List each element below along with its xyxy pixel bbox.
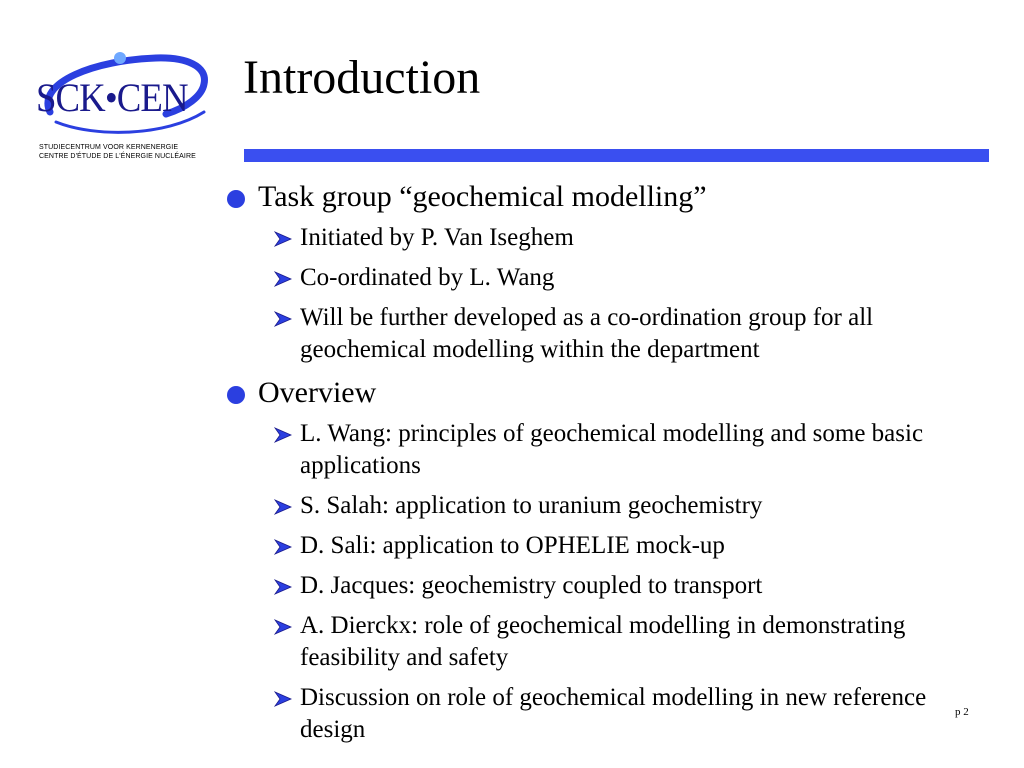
sub-bullet xyxy=(298,682,964,746)
slide-title: Introduction xyxy=(243,51,481,104)
sub-bullet-text: D. Sali: application to OPHELIE mock-up xyxy=(300,532,725,559)
sub-bullet-text: D. Jacques: geochemistry coupled to transport xyxy=(300,572,763,599)
bullet-text: Task group “geochemical modelling” xyxy=(258,180,707,213)
sub-bullet xyxy=(298,610,964,674)
sub-bullet-text: L. Wang: principles of geochemical modelling and some basic applications xyxy=(300,420,924,479)
arrowhead-bullet-icon xyxy=(274,539,292,555)
round-bullet-icon xyxy=(227,190,245,208)
sub-bullet-text: Will be further developed as a co-ordination group for all geochemical modelling within the department xyxy=(300,304,874,363)
arrowhead-bullet-icon xyxy=(274,619,292,635)
bullet-text: Overview xyxy=(258,376,377,409)
round-bullet-icon xyxy=(227,386,245,404)
bullet-overview xyxy=(224,374,964,412)
sub-bullet xyxy=(298,490,964,522)
arrowhead-bullet-icon xyxy=(274,691,292,707)
sub-bullet-text: S. Salah: application to uranium geochemistry xyxy=(300,492,763,519)
sub-bullet xyxy=(298,222,964,254)
sub-bullet xyxy=(298,530,964,562)
sub-bullet xyxy=(298,418,964,482)
sub-bullet xyxy=(298,262,964,294)
sub-bullet xyxy=(298,302,964,366)
arrowhead-bullet-icon xyxy=(274,311,292,327)
sub-bullet xyxy=(298,570,964,602)
arrowhead-bullet-icon xyxy=(274,231,292,247)
arrowhead-bullet-icon xyxy=(274,427,292,443)
bullet-task-group xyxy=(224,178,964,216)
sub-bullet-text: Co-ordinated by L. Wang xyxy=(300,264,555,291)
sck-cen-logo xyxy=(36,52,216,164)
sub-bullet-text: Initiated by P. Van Iseghem xyxy=(300,224,574,251)
title-underline-bar xyxy=(244,149,989,162)
slide-body xyxy=(224,178,964,754)
logo-wordmark: SCK•CEN xyxy=(36,75,188,120)
arrowhead-bullet-icon xyxy=(274,579,292,595)
sub-bullet-text: Discussion on role of geochemical modelling in new reference design xyxy=(300,684,927,743)
arrowhead-bullet-icon xyxy=(274,499,292,515)
logo-subtitle-dutch: STUDIECENTRUM VOOR KERNENERGIE xyxy=(39,144,179,151)
logo-subtitle-french: CENTRE D'ÉTUDE DE L'ÉNERGIE NUCLÉAIRE xyxy=(39,153,196,160)
arrowhead-bullet-icon xyxy=(274,271,292,287)
sub-bullet-text: A. Dierckx: role of geochemical modelling in demonstrating feasibility and safety xyxy=(300,612,906,671)
page-number: p 2 xyxy=(955,706,969,718)
